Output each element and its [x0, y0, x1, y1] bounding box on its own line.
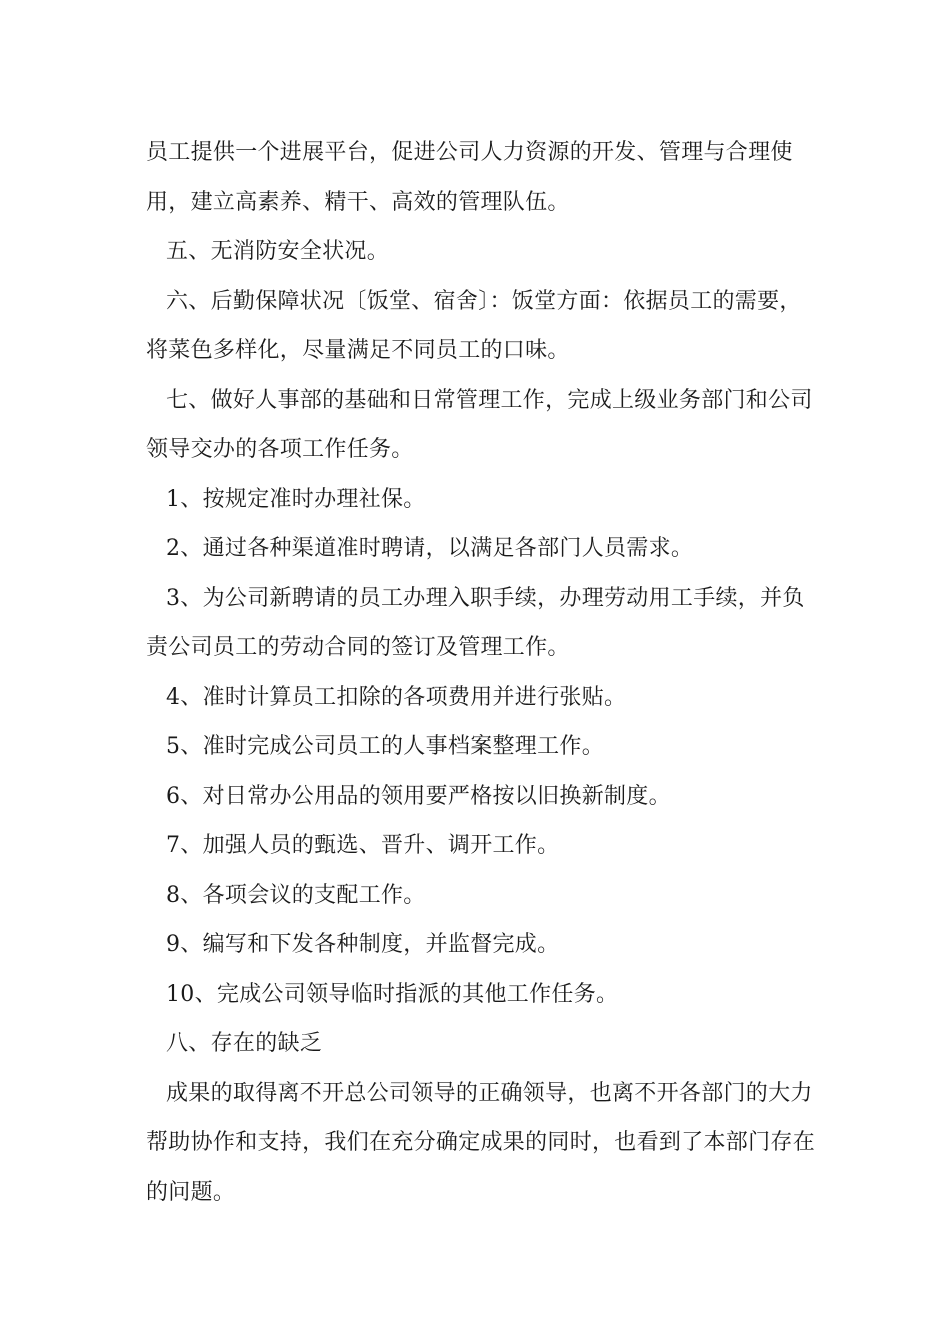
list-item-9: 9、编写和下发各种制度，并监督完成。	[166, 932, 560, 957]
document-body	[146, 128, 816, 1217]
paragraph-closing: 成果的取得离不开总公司领导的正确领导，也离不开各部门的大力帮助协作和支持，我们在充分确定成果的同时，也看到了本部门存在的问题。	[146, 1080, 816, 1205]
paragraph-section-7: 七、做好人事部的基础和日常管理工作，完成上级业务部门和公司领导交办的各项工作任务。	[146, 387, 813, 462]
list-item-6: 6、对日常办公用品的领用要严格按以旧换新制度。	[166, 783, 671, 809]
paragraph-section-8: 八、存在的缺乏	[166, 1031, 323, 1056]
list-item-8: 8、各项会议的支配工作。	[166, 882, 426, 908]
paragraph-intro-continuation: 员工提供一个进展平台，促进公司人力资源的开发、管理与合理使用，建立高素养、精干、高效的管理队伍。	[146, 140, 793, 215]
list-item-2: 2、通过各种渠道准时聘请，以满足各部门人员需求。	[166, 536, 694, 561]
list-item-1: 1、按规定准时办理社保。	[166, 486, 426, 512]
paragraph-section-5: 五、无消防安全状况。	[166, 239, 390, 264]
list-item-3: 3、为公司新聘请的员工办理入职手续，办理劳动用工手续，并负责公司员工的劳动合同的签订及管理工作。	[146, 585, 805, 660]
list-item-7: 7、加强人员的甄选、晋升、调开工作。	[166, 833, 560, 858]
paragraph-section-6: 六、后勤保障状况〔饭堂、宿舍〕：饭堂方面：依据员工的需要，将菜色多样化，尽量满足不同员工的口味。	[146, 288, 802, 363]
list-item-5: 5、准时完成公司员工的人事档案整理工作。	[166, 734, 604, 759]
list-item-4: 4、准时计算员工扣除的各项费用并进行张贴。	[166, 684, 627, 710]
list-item-10: 10、完成公司领导临时指派的其他工作任务。	[166, 981, 619, 1007]
